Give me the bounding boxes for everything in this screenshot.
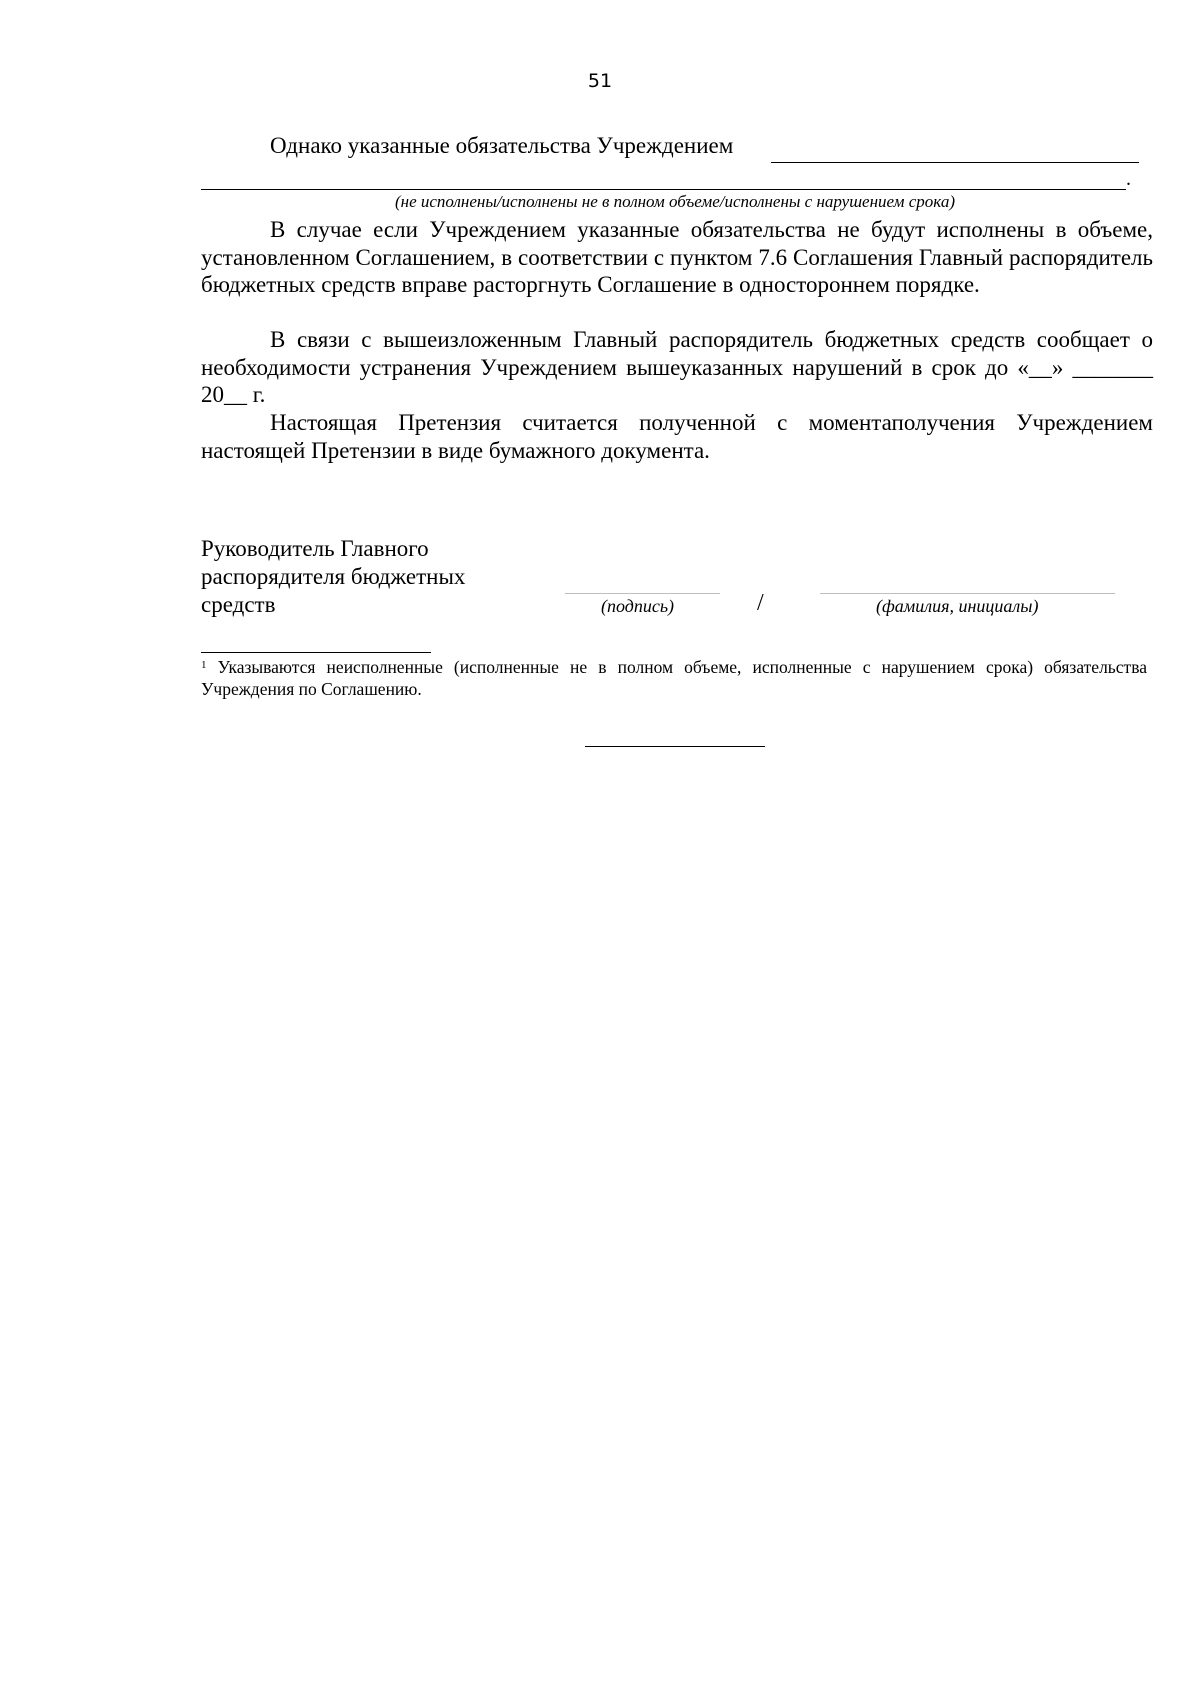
page-number: 51 (587, 70, 613, 92)
blank-underline-2 (201, 189, 1126, 190)
signatory-title-line: Руководитель Главного (201, 536, 429, 561)
paragraph-termination: В случае если Учреждением указанные обязательства не будут исполнены в объеме, установленном Соглашением, в соответствии с пунктом 7.6 Соглашения Главный распорядитель бюджетных средств вправе расторгнуть Соглашение в одностороннем порядке. (201, 217, 1153, 297)
name-caption: (фамилия, инициалы) (876, 596, 1039, 616)
blank-underline-1 (771, 162, 1139, 163)
footnote-rule (201, 652, 431, 653)
claim-line-1: Однако указанные обязательства Учреждением (270, 133, 734, 158)
footnote-text: Указываются неисполненные (исполненные не в полном объеме, исполненные с нарушением срока) обязательства Учреждения по Соглашению. (201, 657, 1148, 699)
footnote (201, 656, 1147, 700)
blank-caption: (не исполнены/исполнены не в полном объеме/исполнены с нарушением срока) (394, 192, 955, 211)
signature-line (565, 593, 720, 594)
paragraph-receipt: Настоящая Претензия считается полученной с моментаполучения Учреждением настоящей Претензии в виде бумажного документа. (201, 410, 1153, 463)
end-of-page-rule (585, 746, 765, 747)
footnote-mark: 1 (201, 659, 207, 671)
line-end-dot: . (1126, 168, 1131, 190)
paragraph-deadline: В связи с вышеизложенным Главный распорядитель бюджетных средств сообщает о необходимости устранения Учреждением вышеуказанных нарушений в срок до «__» _______ 20__ г. (201, 327, 1153, 407)
signatory-title-line: распорядителя бюджетных (201, 564, 466, 589)
name-line (820, 593, 1115, 594)
signature-caption: (подпись) (601, 596, 675, 616)
signatory-title-line: средств (201, 592, 276, 617)
signatory-title (201, 535, 465, 619)
signature-separator: / (757, 590, 764, 616)
